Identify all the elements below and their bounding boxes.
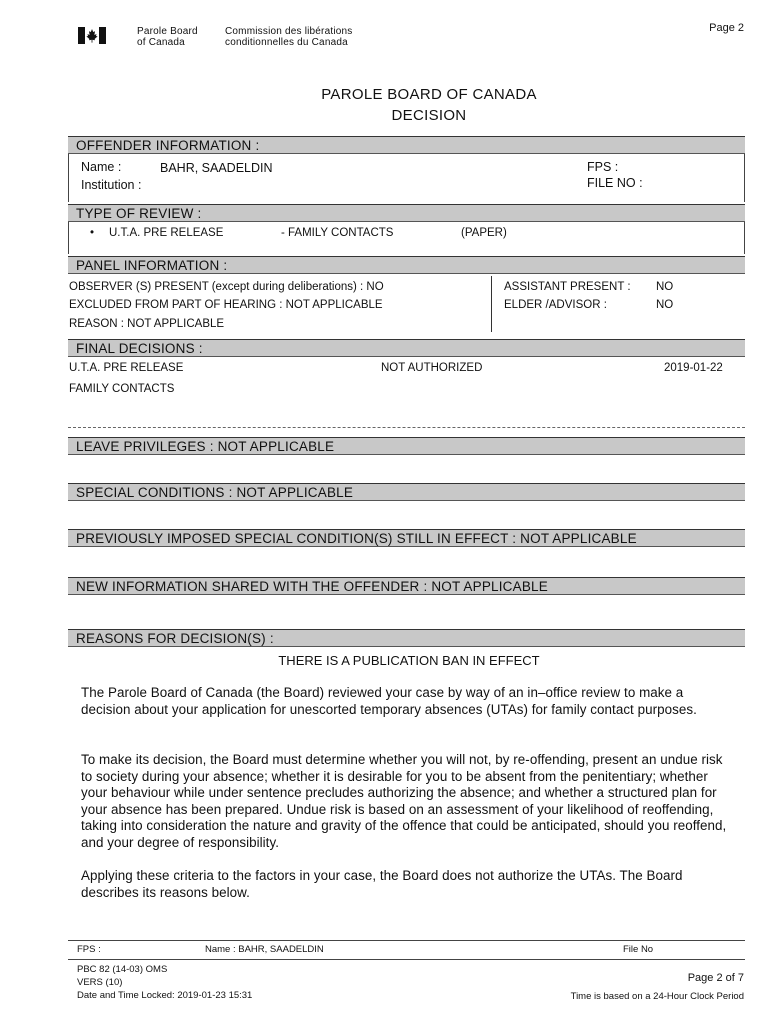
canada-flag-icon (78, 27, 106, 44)
panel-info-heading: PANEL INFORMATION : (68, 256, 745, 274)
org-name-en-line2: of Canada (137, 37, 185, 48)
assistant-present-value: NO (656, 281, 674, 293)
decision-date: 2019-01-22 (664, 362, 723, 374)
reasons-heading: REASONS FOR DECISION(S) : (68, 629, 745, 647)
footer-version: VERS (10) (77, 977, 123, 988)
elder-advisor-label: ELDER /ADVISOR : (504, 299, 607, 311)
observer-present: OBSERVER (S) PRESENT (except during deliberations) : NO (69, 281, 384, 293)
decision-result: NOT AUTHORIZED (381, 362, 483, 374)
page-number: Page 2 (709, 22, 744, 34)
panel-reason: REASON : NOT APPLICABLE (69, 318, 225, 330)
file-no-label: FILE NO : (587, 176, 643, 190)
review-type: U.T.A. PRE RELEASE (109, 227, 224, 239)
footer-clock-note: Time is based on a 24-Hour Clock Period (570, 991, 744, 1002)
document-subtitle: DECISION (391, 107, 467, 124)
footer-page-count: Page 2 of 7 (687, 972, 744, 984)
fps-label: FPS : (587, 160, 619, 174)
footer-rule-lower (68, 959, 745, 960)
footer-fps: FPS : (77, 944, 101, 955)
org-name-en (137, 26, 198, 48)
offender-info-box (68, 154, 745, 202)
new-information-heading: NEW INFORMATION SHARED WITH THE OFFENDER : NOT APPLICABLE (68, 577, 745, 595)
offender-name: BAHR, SAADELDIN (160, 161, 273, 175)
assistant-present-label: ASSISTANT PRESENT : (504, 281, 631, 293)
org-name-fr-line1: Commission des libérations (225, 26, 353, 37)
special-conditions-heading: SPECIAL CONDITIONS : NOT APPLICABLE (68, 483, 745, 501)
previous-conditions-heading: PREVIOUSLY IMPOSED SPECIAL CONDITION(S) STILL IN EFFECT : NOT APPLICABLE (68, 529, 745, 547)
type-of-review-heading: TYPE OF REVIEW : (68, 204, 745, 222)
final-decisions-heading: FINAL DECISIONS : (68, 339, 745, 357)
decision-subtype: FAMILY CONTACTS (69, 383, 175, 395)
document-title: PAROLE BOARD OF CANADA (321, 86, 537, 103)
excluded-from-hearing: EXCLUDED FROM PART OF HEARING : NOT APPLICABLE (69, 299, 383, 311)
footer-form-code: PBC 82 (14-03) OMS (77, 964, 168, 975)
decision-separator (68, 427, 745, 428)
org-name-en-line1: Parole Board (137, 26, 198, 37)
footer-file-no: File No (623, 944, 654, 955)
type-of-review-box (68, 222, 745, 254)
reasons-paragraph-2: To make its decision, the Board must determine whether you will not, by re-offending, present an undue risk to society during your absence; whether it is desirable for you to be absent from the penitentiary; whether your behaviour while under sentence precludes authorizing the absence; and whether a structured plan for your absence has been prepared. Undue risk is based on an assessment of your likelihood of reoffending, taking into consideration the nature and gravity of the offence that could be anticipated, should you reoffend, and your degree of responsibility. (81, 752, 727, 850)
org-name-fr-line2: conditionnelles du Canada (225, 37, 348, 48)
leave-privileges-heading: LEAVE PRIVILEGES : NOT APPLICABLE (68, 437, 745, 455)
review-bullet: • (90, 227, 95, 239)
org-name-fr (225, 26, 352, 48)
offender-info-heading: OFFENDER INFORMATION : (68, 136, 745, 154)
reasons-paragraph-3: Applying these criteria to the factors in your case, the Board does not authorize the UTAs. The Board describes its reasons below. (81, 868, 683, 900)
publication-ban-notice: THERE IS A PUBLICATION BAN IN EFFECT (278, 653, 540, 668)
name-label: Name : (81, 160, 122, 174)
review-purpose: - FAMILY CONTACTS (281, 227, 394, 239)
elder-advisor-value: NO (656, 299, 674, 311)
panel-divider (491, 276, 492, 332)
institution-label: Institution : (81, 178, 142, 192)
footer-locked-time: Date and Time Locked: 2019-01-23 15:31 (77, 990, 253, 1001)
footer-name: Name : BAHR, SAADELDIN (205, 944, 324, 955)
reasons-paragraph-1: The Parole Board of Canada (the Board) reviewed your case by way of an in–office review to make a decision about your application for unescorted temporary absences (UTAs) for family contact purposes. (81, 685, 697, 717)
footer-rule (68, 940, 745, 941)
decision-type: U.T.A. PRE RELEASE (69, 362, 184, 374)
review-mode: (PAPER) (461, 227, 507, 239)
